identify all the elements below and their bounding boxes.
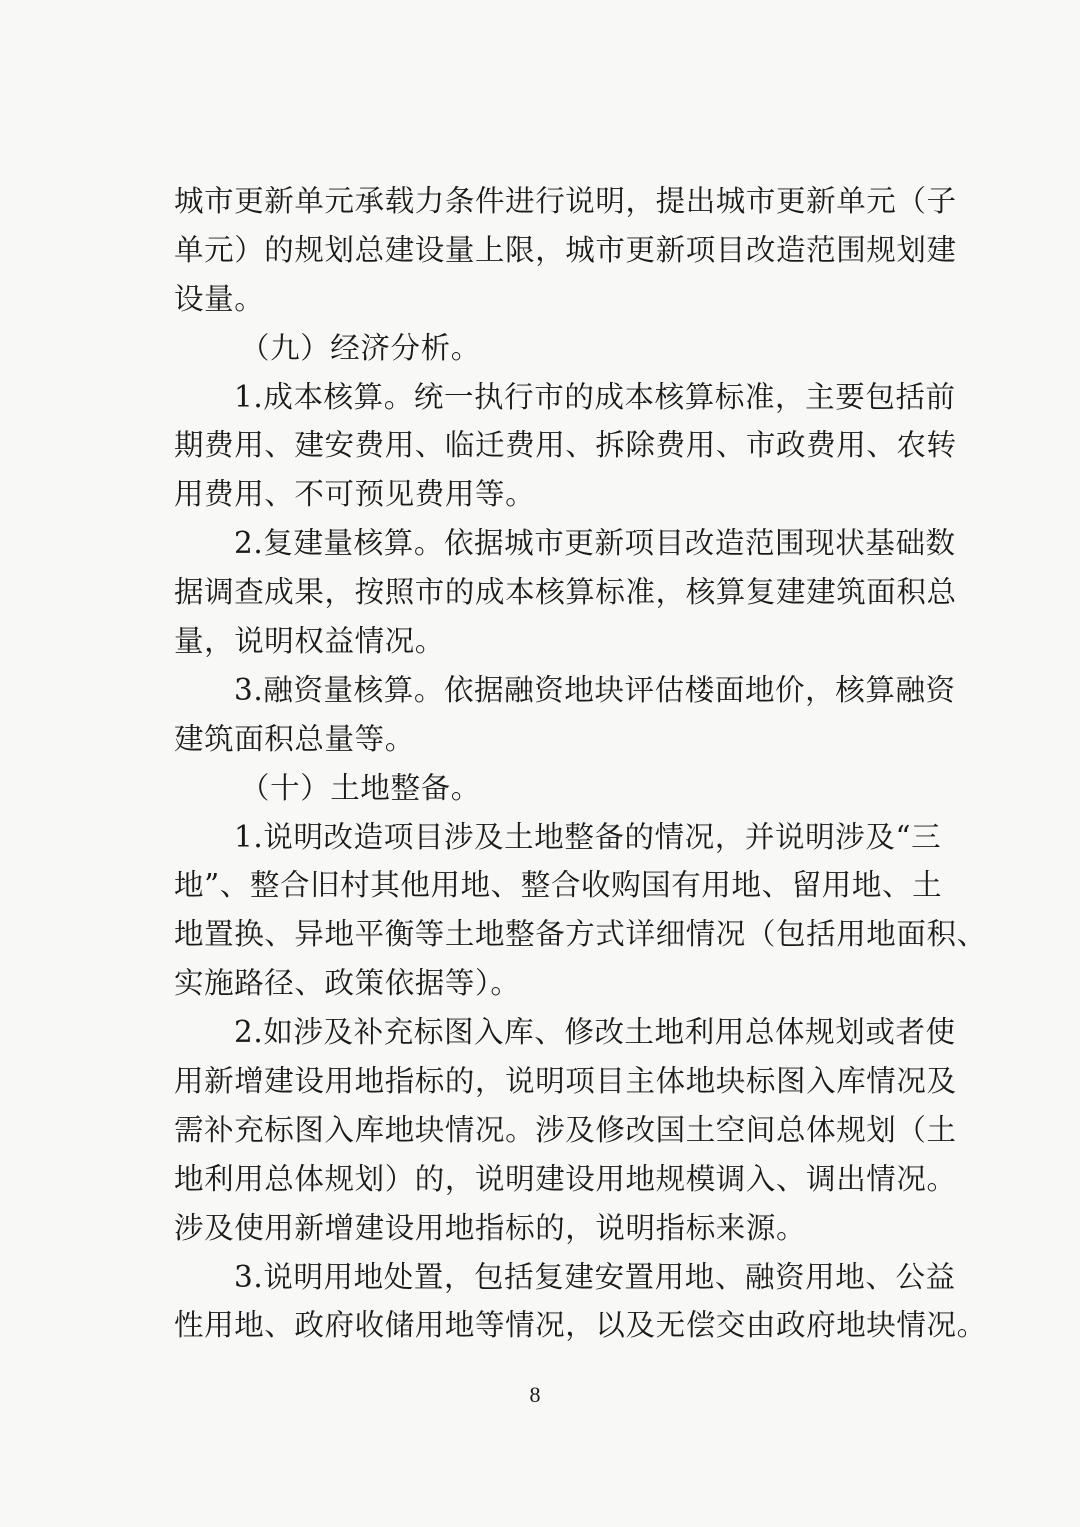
text-line: 单元）的规划总建设量上限，城市更新项目改造范围规划建 bbox=[174, 232, 957, 267]
text-line: 1.成本核算。统一执行市的成本核算标准，主要包括前 bbox=[234, 379, 956, 414]
text-line: 实施路径、政策依据等）。 bbox=[174, 966, 521, 1001]
text-line: 性用地、政府收储用地等情况，以及无偿交由政府地块情况。 bbox=[174, 1308, 987, 1343]
text-line: 涉及使用新增建设用地指标的，说明指标来源。 bbox=[174, 1210, 807, 1245]
page-number: 8 bbox=[529, 1382, 541, 1407]
text-line: 2.如涉及补充标图入库、修改土地利用总体规划或者使 bbox=[234, 1015, 956, 1050]
text-line: 地利用总体规划）的，说明建设用地规模调入、调出情况。 bbox=[174, 1161, 957, 1196]
text-line: 据调查成果，按照市的成本核算标准，核算复建建筑面积总 bbox=[174, 575, 957, 610]
text-line: 1.说明改造项目涉及土地整备的情况，并说明涉及“三 bbox=[234, 819, 942, 854]
text-line: 建筑面积总量等。 bbox=[174, 721, 415, 756]
text-line: 用费用、不可预见费用等。 bbox=[174, 477, 536, 512]
section-heading-10: （十）土地整备。 bbox=[240, 770, 481, 805]
section-heading-9: （九）经济分析。 bbox=[240, 330, 481, 365]
text-line: 期费用、建安费用、临迁费用、拆除费用、市政费用、农转 bbox=[174, 428, 957, 463]
text-line: 用新增建设用地指标的，说明项目主体地块标图入库情况及 bbox=[174, 1064, 957, 1099]
text-line: 3.说明用地处置，包括复建安置用地、融资用地、公益 bbox=[234, 1259, 956, 1294]
text-line: 3.融资量核算。依据融资地块评估楼面地价，核算融资 bbox=[234, 672, 956, 707]
text-line: 地”、整合旧村其他用地、整合收购国有用地、留用地、土 bbox=[174, 868, 943, 903]
text-line: 2.复建量核算。依据城市更新项目改造范围现状基础数 bbox=[234, 526, 956, 561]
text-line: 地置换、异地平衡等土地整备方式详细情况（包括用地面积、 bbox=[174, 917, 987, 952]
body-text bbox=[174, 181, 987, 1354]
text-line: 城市更新单元承载力条件进行说明，提出城市更新单元（子 bbox=[174, 184, 957, 218]
text-line: 需补充标图入库地块情况。涉及修改国土空间总体规划（土 bbox=[174, 1112, 957, 1147]
text-line: 设量。 bbox=[174, 281, 265, 316]
text-line: 量，说明权益情况。 bbox=[174, 624, 445, 659]
